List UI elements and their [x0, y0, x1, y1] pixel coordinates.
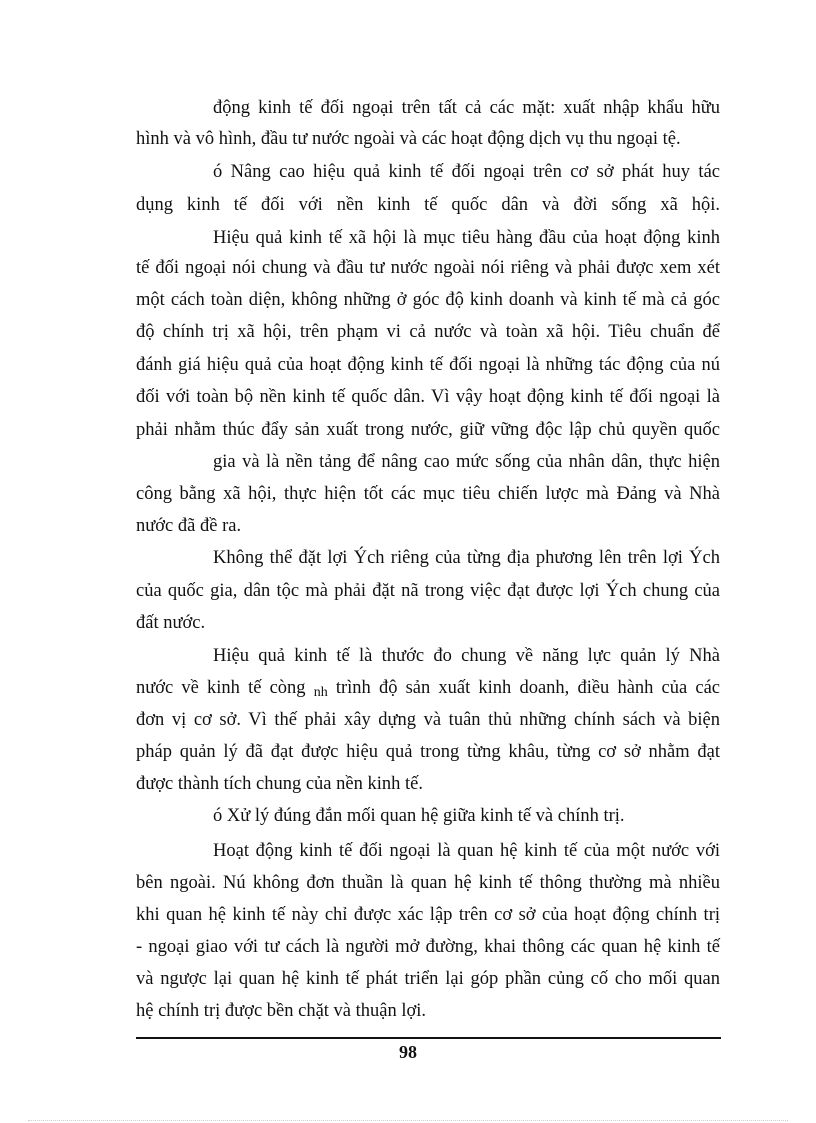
text-line: đánh giá hiệu quả của hoạt động kinh tế đối ngoại là những tác động của nú — [136, 355, 720, 375]
text-line: phải nhằm thúc đẩy sản xuất trong nước, giữ vững độc lập chủ quyền quốc — [136, 420, 720, 440]
text-line: khi quan hệ kinh tế này chỉ được xác lập trên cơ sở của hoạt động chính trị — [136, 905, 720, 925]
text-line: pháp quản lý đã đạt được hiệu quả trong từng khâu, từng cơ sở nhằm đạt — [136, 742, 720, 762]
text-line: tế đối ngoại nói chung và đầu tư nước ngoài nói riêng và phải được xem xét — [136, 258, 720, 278]
text-line: Hiệu quả kinh tế là thước đo chung về năng lực quản lý Nhà — [213, 646, 720, 666]
text-line: nước đã đề ra. — [136, 516, 242, 536]
text-segment: trình độ sản xuất kinh doanh, điều hành của các — [335, 678, 721, 698]
text-line: và ngược lại quan hệ kinh tế phát triển lại góp phần củng cố cho mối quan — [136, 969, 720, 989]
text-line: ó Xử lý đúng đắn mối quan hệ giữa kinh tế và chính trị. — [213, 806, 625, 826]
text-line-with-subscript — [136, 677, 720, 701]
text-line: ó Nâng cao hiệu quả kinh tế đối ngoại trên cơ sở phát huy tác — [213, 162, 720, 182]
text-line: động kinh tế đối ngoại trên tất cả các mặt: xuất nhập khẩu hữu — [213, 98, 720, 118]
text-line: Hoạt động kinh tế đối ngoại là quan hệ kinh tế của một nước với — [213, 841, 720, 861]
text-line: công bằng xã hội, thực hiện tốt các mục tiêu chiến lược mà Đảng và Nhà — [136, 484, 720, 504]
text-segment: nước về kinh tế còng — [136, 678, 306, 698]
text-line: Hiệu quả kinh tế xã hội là mục tiêu hàng đầu của hoạt động kinh — [213, 228, 720, 248]
text-line: đất nước. — [136, 613, 206, 633]
text-line: đơn vị cơ sở. Vì thế phải xây dựng và tuân thủ những chính sách và biện — [136, 710, 720, 730]
text-line: Không thể đặt lợi Ých riêng của từng địa phương lên trên lợi Ých — [213, 548, 720, 568]
text-line: dụng kinh tế đối với nền kinh tế quốc dân và đời sống xã hội. — [136, 195, 720, 215]
text-line: đối với toàn bộ nền kinh tế quốc dân. Vì vậy hoạt động kinh tế đối ngoại là — [136, 387, 720, 407]
footer-rule — [136, 1037, 721, 1039]
text-line: một cách toàn diện, không những ở góc độ kinh doanh và kinh tế mà cả góc — [136, 290, 720, 310]
text-line: hệ chính trị được bền chặt và thuận lợi. — [136, 1001, 427, 1021]
text-line: của quốc gia, dân tộc mà phải đặt nã trong việc đạt được lợi Ých chung của — [136, 581, 720, 601]
text-line: hình và vô hình, đầu tư nước ngoài và các hoạt động dịch vụ thu ngoại tệ. — [136, 129, 681, 149]
text-line: bên ngoài. Nú không đơn thuần là quan hệ kinh tế thông thường mà nhiều — [136, 873, 720, 893]
subscript-fragment: nh — [313, 685, 328, 700]
text-line: độ chính trị xã hội, trên phạm vi cả nước và toàn xã hội. Tiêu chuẩn để — [136, 322, 720, 342]
page-bottom-dotted-border — [28, 1120, 788, 1121]
text-line: được thành tích chung của nền kinh tế. — [136, 774, 423, 794]
page-number: 98 — [399, 1042, 417, 1062]
text-line: gia và là nền tảng để nâng cao mức sống của nhân dân, thực hiện — [213, 452, 720, 472]
text-line: - ngoại giao với tư cách là người mở đường, khai thông các quan hệ kinh tế — [136, 937, 720, 957]
